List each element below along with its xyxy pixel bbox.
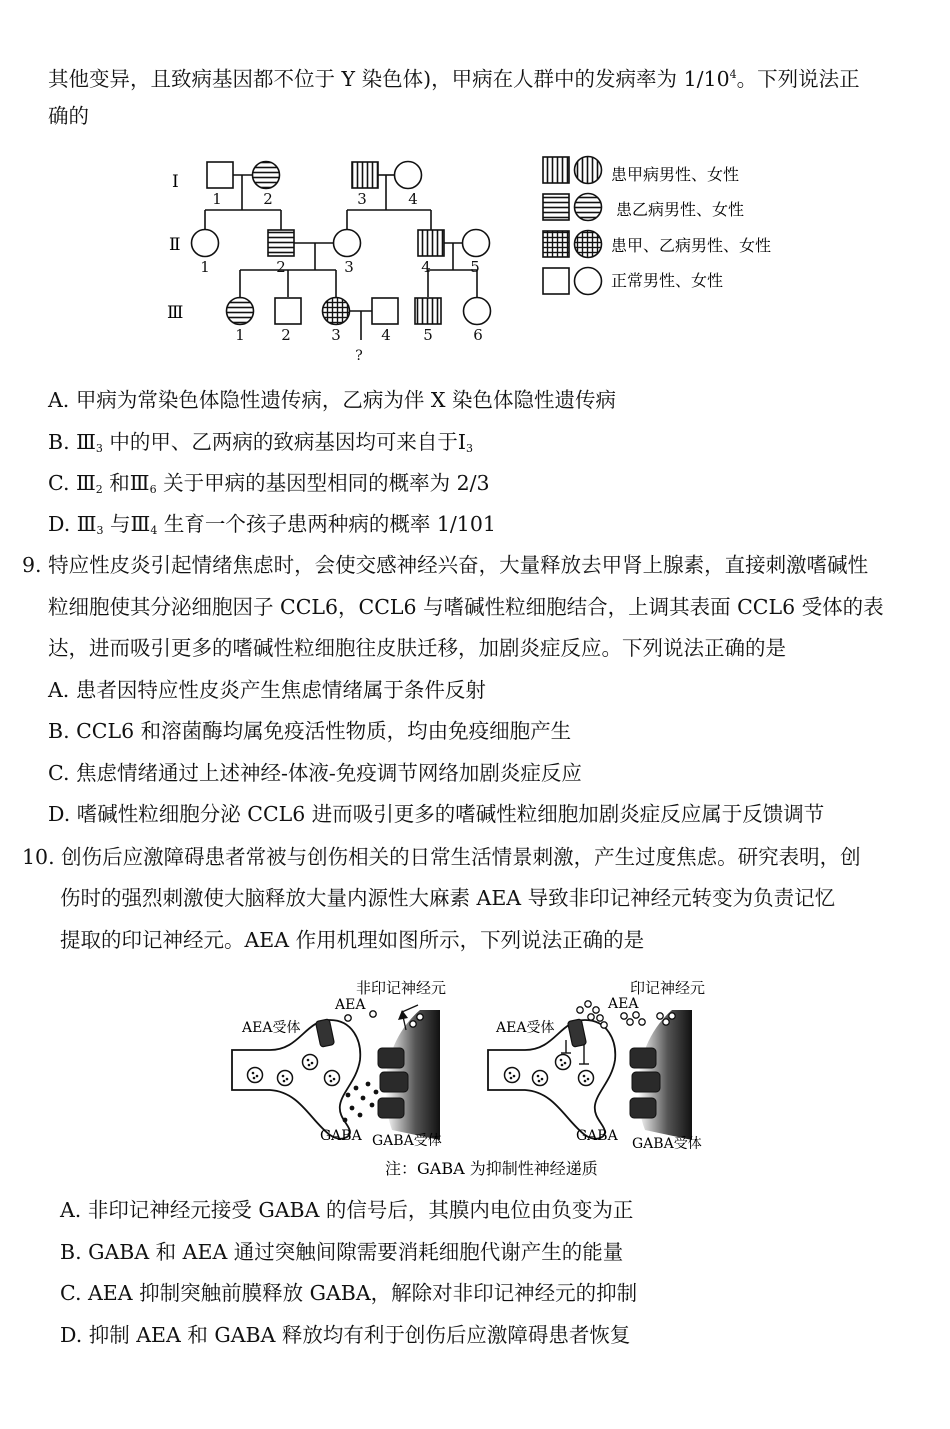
generation-label-III: Ⅲ [167,303,184,323]
intro-line-2: 确的 [48,104,89,128]
pedigree-I1-male [207,162,233,188]
q8-option-d [48,510,496,545]
intro-text-1-end: 。下列说法正 [736,66,860,91]
q8-b-text: B. Ⅲ [48,430,96,454]
q10-option-b: B. GABA 和 AEA 通过突触间隙需要消耗细胞代谢产生的能量 [60,1240,624,1264]
legend-ab-female-icon [575,231,602,258]
left-aea-receptor-label: AEA受体 [242,1020,301,1036]
aea-mechanism-figure [220,970,740,1185]
legend-ab-label: 患甲、乙病男性、女性 [611,236,772,255]
pedigree-III4-male [372,298,398,324]
right-aea-label: AEA [608,996,639,1012]
q8-d-text-2: 与Ⅲ [103,512,151,536]
q8-b-sub-2: 3 [466,442,473,455]
intro-line-1 [48,61,860,93]
pedigree-III3-female [323,298,350,325]
label-III1: 1 [235,326,245,344]
pedigree-III6-female [464,298,491,325]
q10-option-d: D. 抑制 AEA 和 GABA 释放均有利于创伤后应激障碍患者恢复 [60,1323,631,1347]
generation-label-II: Ⅱ [169,235,181,255]
q8-c-sub-1: 2 [95,483,103,496]
q10-stem-line-1: 10. 创伤后应激障碍患者常被与创伤相关的日常生活情景刺激，产生过度焦虑。研究表明，创 [22,845,861,869]
q9-option-c: C. 焦虑情绪通过上述神经-体液-免疫调节网络加剧炎症反应 [48,761,582,785]
legend-a-label: 患甲病男性、女性 [611,165,740,184]
label-I2: 2 [263,190,273,208]
pedigree-I3-male [352,162,378,188]
q8-b-text-2: 中的甲、乙两病的致病基因均可来自于Ⅰ [102,430,466,454]
left-title: 非印记神经元 [356,979,447,997]
q9-option-b: B. CCL6 和溶菌酶均属免疫活性物质，均由免疫细胞产生 [48,719,572,743]
q9-option-a: A. 患者因特应性皮炎产生焦虑情绪属于条件反射 [48,678,486,702]
pedigree-chart [160,150,800,375]
left-gaba-label: GABA [320,1128,362,1144]
pedigree-III1-female [227,298,254,325]
question-mark: ? [355,348,363,364]
legend-b-female-icon [575,194,602,221]
right-gaba-label: GABA [576,1128,618,1144]
right-aea-receptor-label: AEA受体 [496,1020,555,1036]
q10-stem-line-2: 伤时的强烈刺激使大脑释放大量内源性大麻素 AEA 导致非印记神经元转变为负责记忆 [60,886,836,910]
pedigree-II5-female [463,230,490,257]
legend-a-female-icon [575,157,602,184]
q8-d-text: D. Ⅲ [48,512,97,536]
pedigree-II4-male [418,230,444,256]
legend-ab-male-icon [543,231,569,257]
label-III4: 4 [381,326,391,344]
legend-b-male-icon [543,194,569,220]
q8-c-text: C. Ⅲ [48,471,96,495]
label-I1: 1 [212,190,222,208]
label-I4: 4 [408,190,418,208]
pedigree-III2-male [275,298,301,324]
generation-label-I: Ⅰ [172,172,179,192]
intro-text-1: 其他变异，且致病基因都不位于 Y 染色体)，甲病在人群中的发病率为 1/10 [48,66,730,91]
q9-option-d: D. 嗜碱性粒细胞分泌 CCL6 进而吸引更多的嗜碱性粒细胞加剧炎症反应属于反馈调节 [48,802,825,826]
q8-d-sub-2: 4 [150,524,158,537]
label-III2: 2 [281,326,291,344]
q8-option-b [48,428,473,463]
pedigree-II2-male [268,230,294,256]
q8-d-text-3: 生育一个孩子患两种病的概率 1/101 [157,512,496,536]
pedigree-I2-female [253,162,280,189]
legend-normal-label: 正常男性、女性 [611,271,724,290]
q8-option-c [48,469,490,504]
label-II3: 3 [344,258,354,276]
q10-option-a: A. 非印记神经元接受 GABA 的信号后，其膜内电位由负变为正 [60,1198,634,1222]
q9-stem-line-2: 粒细胞使其分泌细胞因子 CCL6，CCL6 与嗜碱性粒细胞结合，上调其表面 CCL6 受体的表 [48,595,884,619]
legend-a-male-icon [543,157,569,183]
label-II1: 1 [200,258,210,276]
q8-c-text-3: 关于甲病的基因型相同的概率为 2/3 [156,471,490,495]
q8-option-a: A. 甲病为常染色体隐性遗传病，乙病为伴 X 染色体隐性遗传病 [48,388,616,412]
legend-normal-female-icon [575,268,602,295]
pedigree-I4-female [395,162,422,189]
q10-stem-line-3: 提取的印记神经元。AEA 作用机理如图所示，下列说法正确的是 [60,928,645,952]
legend-b-label: 患乙病男性、女性 [616,200,745,219]
label-II5: 5 [470,258,480,276]
left-aea-label: AEA [335,997,366,1013]
label-II4: 4 [421,258,431,276]
q9-stem-line-3: 达，进而吸引更多的嗜碱性粒细胞往皮肤迁移，加剧炎症反应。下列说法正确的是 [48,636,786,660]
label-II2: 2 [276,258,286,276]
label-III6: 6 [473,326,483,344]
left-gaba-receptors [378,1048,408,1118]
q8-c-sub-2: 6 [149,483,157,496]
right-title: 印记神经元 [630,979,706,997]
right-gaba-receptors [630,1048,660,1118]
q8-d-sub-1: 3 [96,524,104,537]
q10-option-c: C. AEA 抑制突触前膜释放 GABA，解除对非印记神经元的抑制 [60,1281,638,1305]
pedigree-II3-female [334,230,361,257]
pedigree-III5-male [415,298,441,324]
right-gaba-receptor-label: GABA受体 [632,1136,702,1152]
q8-c-text-2: 和Ⅲ [102,471,150,495]
q8-b-sub-1: 3 [95,442,103,455]
pedigree-II1-female [192,230,219,257]
label-III3: 3 [331,326,341,344]
label-III5: 5 [423,326,433,344]
label-I3: 3 [357,190,367,208]
figure-note: 注：GABA 为抑制性神经递质 [385,1159,598,1178]
left-gaba-receptor-label: GABA受体 [372,1133,442,1149]
q9-stem-line-1: 9. 特应性皮炎引起情绪焦虑时，会使交感神经兴奋，大量释放去甲肾上腺素，直接刺激嗜碱性 [22,553,869,577]
intro-superscript: 4 [729,68,737,81]
legend-normal-male-icon [543,268,569,294]
